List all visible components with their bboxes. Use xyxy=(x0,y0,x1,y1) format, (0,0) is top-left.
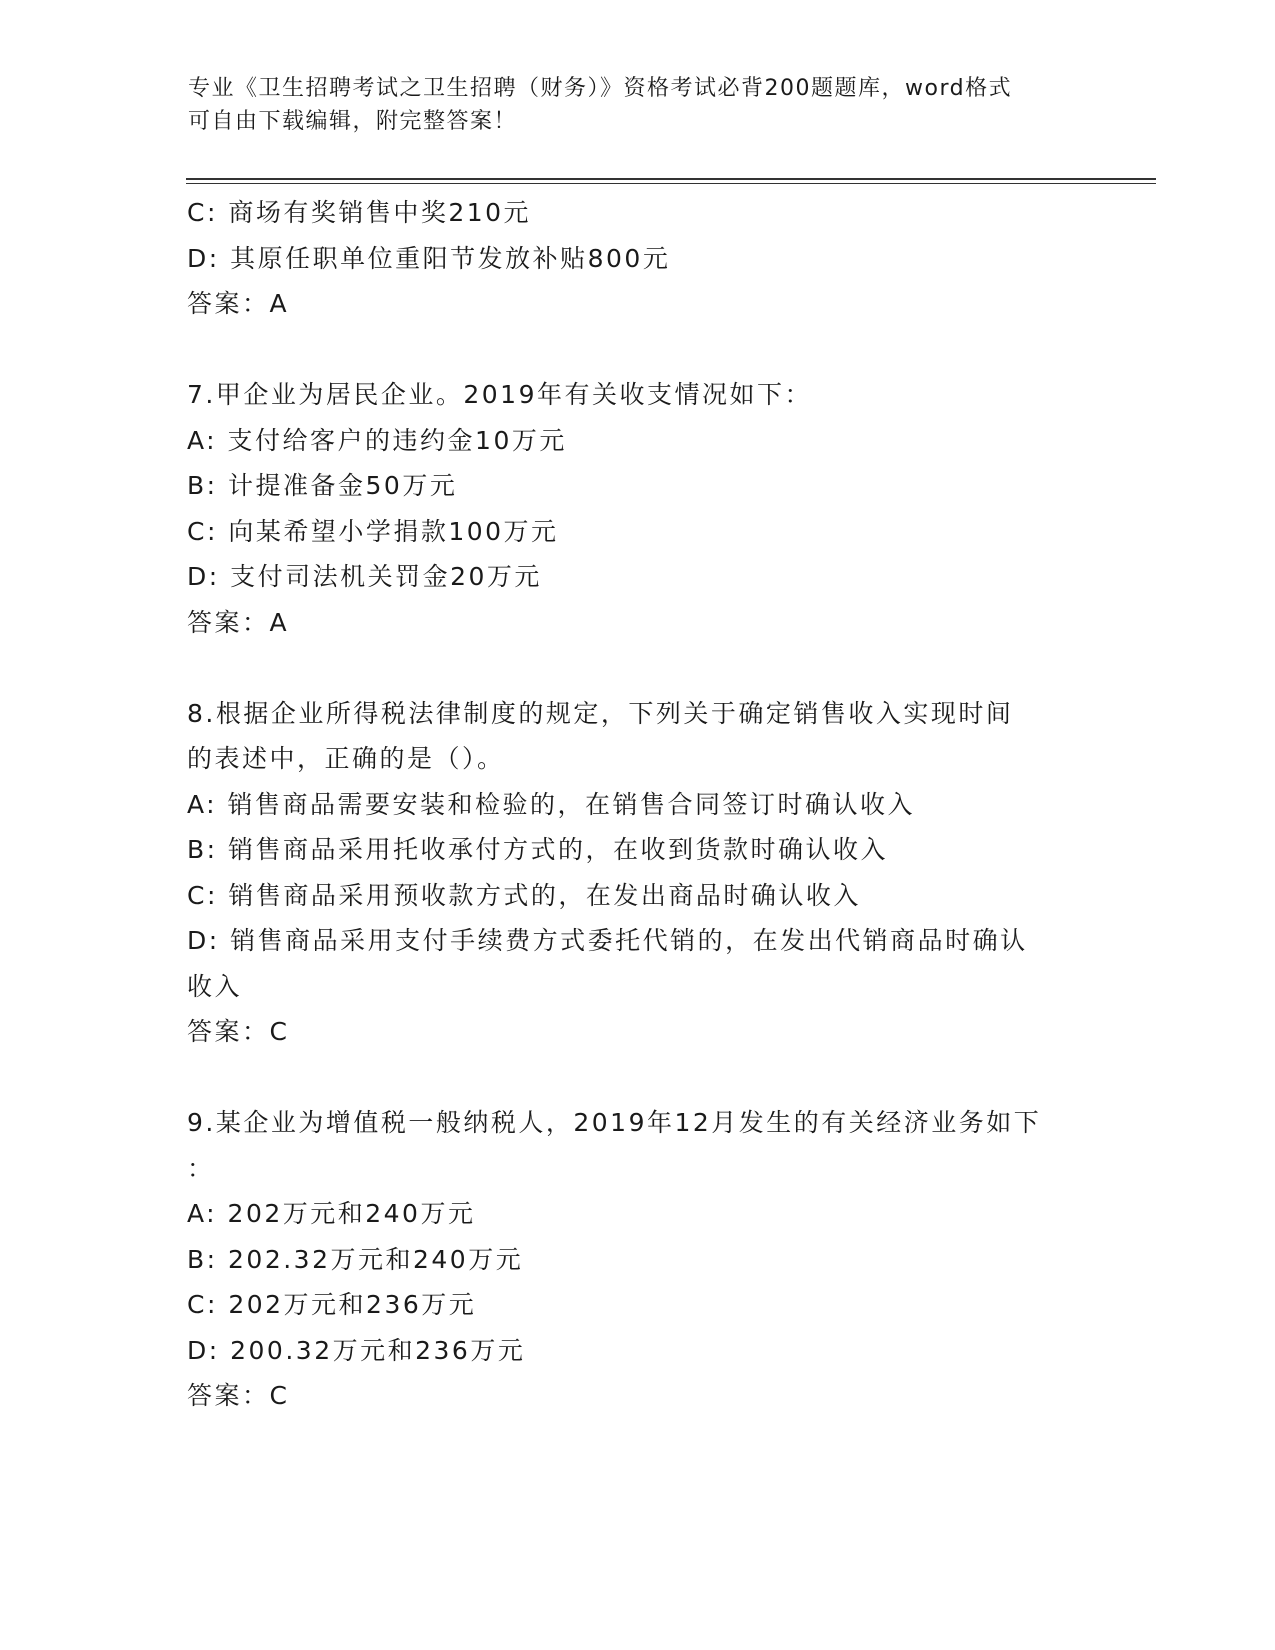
header-title-line-2: 可自由下载编辑，附完整答案！ xyxy=(188,109,518,134)
option-c: C: 销售商品采用预收款方式的，在发出商品时确认收入 xyxy=(187,880,861,910)
question-stem: 7.甲企业为居民企业。2019年有关收支情况如下： xyxy=(187,380,812,409)
answer-line: 答案：C xyxy=(187,1381,290,1410)
question-7 xyxy=(187,372,1087,645)
answer-line: 答案：A xyxy=(187,607,290,637)
option-b: B: 202.32万元和240万元 xyxy=(187,1244,524,1274)
option-d: D: 200.32万元和236万元 xyxy=(187,1335,526,1365)
option-a: A: 支付给客户的违约金10万元 xyxy=(187,425,567,455)
option-a: A: 销售商品需要安装和检验的，在销售合同签订时确认收入 xyxy=(187,789,916,819)
option-b: B: 销售商品采用托收承付方式的，在收到货款时确认收入 xyxy=(187,835,889,864)
question-stem-line-1: 9.某企业为增值税一般纳税人，2019年12月发生的有关经济业务如下 xyxy=(187,1108,1042,1137)
question-8 xyxy=(187,691,1087,1055)
option-c: C: 商场有奖销售中奖210元 xyxy=(187,198,532,227)
question-9 xyxy=(187,1100,1087,1419)
question-6-tail xyxy=(187,190,1087,327)
header-divider-thin xyxy=(186,183,1156,184)
spacer xyxy=(187,1055,1087,1101)
question-stem-line-2: ： xyxy=(187,1153,215,1183)
option-d: D: 支付司法机关罚金20万元 xyxy=(187,562,542,591)
answer-line: 答案：A xyxy=(187,289,290,318)
spacer xyxy=(187,327,1087,373)
option-b: B: 计提准备金50万元 xyxy=(187,471,458,500)
option-c: C: 202万元和236万元 xyxy=(187,1290,477,1319)
header-divider-thick xyxy=(186,178,1156,180)
question-list xyxy=(187,190,1087,1419)
question-stem-line-2: 的表述中，正确的是（）。 xyxy=(187,744,505,773)
answer-line: 答案：C xyxy=(187,1017,290,1046)
option-d: D: 其原任职单位重阳节发放补贴800元 xyxy=(187,243,671,273)
question-stem-line-1: 8.根据企业所得税法律制度的规定，下列关于确定销售收入实现时间 xyxy=(187,698,1014,728)
header-title-line-1: 专业《卫生招聘考试之卫生招聘（财务）》资格考试必背200题题库，word格式 xyxy=(188,76,1013,101)
document-header xyxy=(188,72,1068,138)
option-d-line-1: D: 销售商品采用支付手续费方式委托代销的，在发出代销商品时确认 xyxy=(187,926,1028,955)
option-d-line-2: 收入 xyxy=(187,971,243,1001)
option-a: A: 202万元和240万元 xyxy=(187,1199,476,1228)
spacer xyxy=(187,645,1087,691)
option-c: C: 向某希望小学捐款100万元 xyxy=(187,516,559,546)
